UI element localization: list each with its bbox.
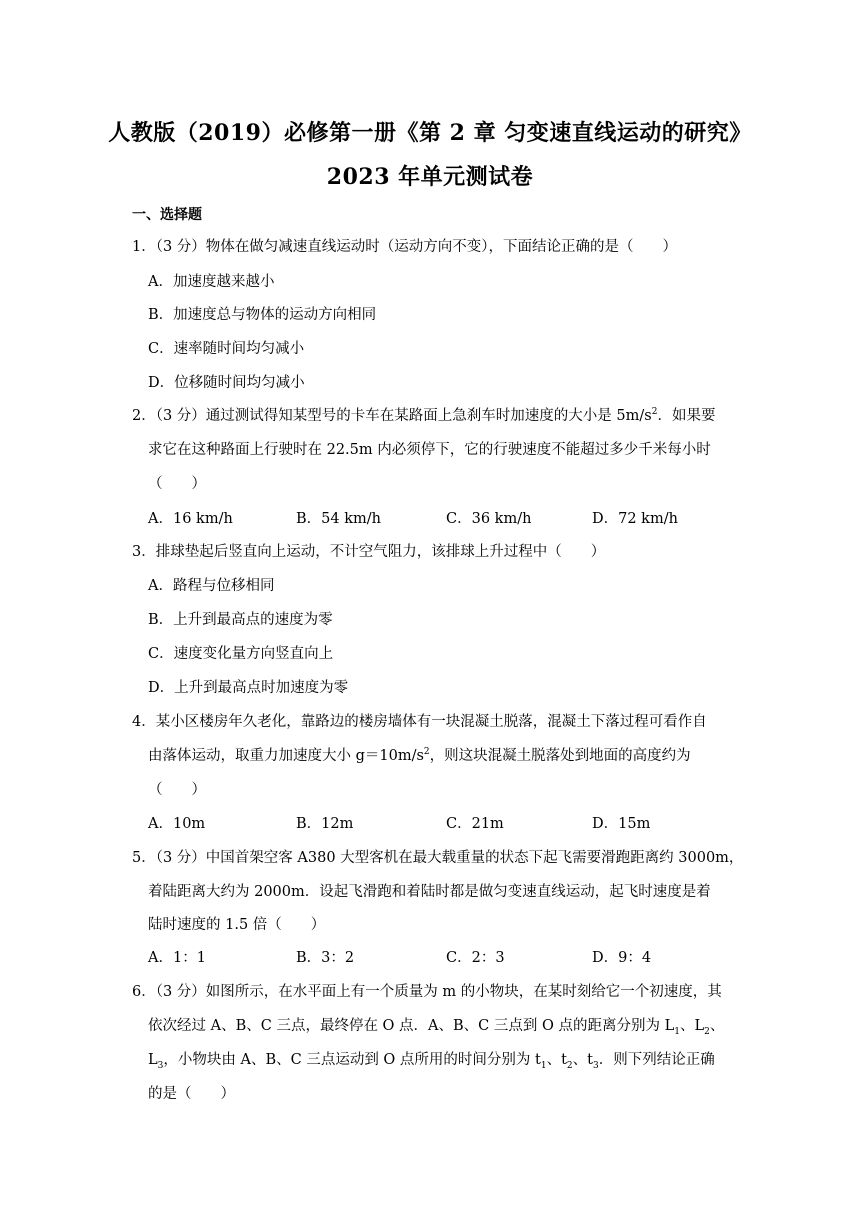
q2-option-a: A．16 km/h [148,511,233,527]
q6-l3-d: 、t [572,1052,593,1068]
q2-stem-line-2: 求它在这种路面上行驶时在 22.5m 内必须停下，它的行驶速度不能超过多少千米每小时 [148,442,711,458]
q1-option-b: B．加速度总与物体的运动方向相同 [148,307,377,323]
q1-option-c: C．速率随时间均匀减小 [148,341,305,357]
doc-title-line-1: 人教版（2019）必修第一册《第 2 章 匀变速直线运动的研究》 [108,120,752,146]
q5-stem-line-2: 着陆距离大约为 2000m．设起飞滑跑和着陆时都是做匀变速直线运动，起飞时速度是着 [148,884,711,900]
q2-option-c: C．36 km/h [446,511,532,527]
q4-stem-line-2 [148,744,691,765]
q1-option-a: A．加速度越来越小 [148,274,275,290]
q4-stem-b: ，则这块混凝土脱落处到地面的高度约为 [429,748,691,764]
q4-stem-line-3: （ ） [148,782,206,798]
q6-l3-t3: 3 [592,1060,599,1071]
q6-l3-t2: 2 [566,1060,573,1071]
q3-option-d: D．上升到最高点时加速度为零 [148,680,349,696]
q4-stem-a: 由落体运动，取重力加速度大小 g＝10m/s [148,748,424,764]
q2-stem-sup: 2 [651,407,658,418]
section-heading: 一、选择题 [132,207,202,223]
q2-option-d: D．72 km/h [592,511,678,527]
q6-l3-c: 、t [546,1052,567,1068]
q3-stem: 3．排球垫起后竖直向上运动，不计空气阻力，该排球上升过程中（ ） [132,544,606,560]
q5-stem-line-1: 5．（3 分）中国首架空客 A380 大型客机在最大载重量的状态下起飞需要滑跑距离约 3000m， [132,850,744,866]
q2-stem-a: 2．（3 分）通过测试得知某型号的卡车在某路面上急刹车时加速度的大小是 5m/s [132,408,652,424]
q2-stem-line-1 [132,404,715,425]
q6-l3-sub3: 3 [157,1060,164,1071]
q6-l2-end: 、 [709,1018,725,1034]
q3-option-c: C．速度变化量方向竖直向上 [148,646,334,662]
q4-stem-sup: 2 [423,747,430,758]
q2-stem-line-3: （ ） [148,476,206,492]
q6-stem-line-2 [148,1014,724,1035]
q6-l2-sub2: 2 [704,1026,710,1037]
q4-option-b: B．12m [296,816,354,832]
doc-title-line-2: 2023 年单元测试卷 [326,164,534,190]
q3-option-a: A．路程与位移相同 [148,578,275,594]
q1-option-d: D．位移随时间均匀减小 [148,375,305,391]
q6-l3-b: ，小物块由 A、B、C 三点运动到 O 点所用的时间分别为 t [163,1052,541,1068]
q2-stem-b: ．如果要 [657,408,716,424]
q6-l3-e: ．则下列结论正确 [598,1052,715,1068]
q5-option-d: D．9：4 [592,950,652,966]
q6-stem-line-1: 6．（3 分）如图所示，在水平面上有一个质量为 m 的小物块，在某时刻给它一个初速度，其 [132,984,722,1000]
q6-stem-line-4: 的是（ ） [148,1086,235,1102]
q5-stem-line-3: 陆时速度的 1.5 倍（ ） [148,917,326,933]
q3-option-b: B．上升到最高点的速度为零 [148,612,333,628]
q6-l3-t1: 1 [540,1060,547,1071]
q6-l3-a: L [148,1052,158,1068]
q5-option-a: A．1：1 [148,950,206,966]
q2-option-b: B．54 km/h [296,511,381,527]
q4-stem-line-1: 4．某小区楼房年久老化，靠路边的楼房墙体有一块混凝土脱落，混凝土下落过程可看作自 [132,714,707,730]
q1-stem: 1．（3 分）物体在做匀减速直线运动时（运动方向不变），下面结论正确的是（ ） [132,239,678,255]
q5-option-c: C．2：3 [446,950,505,966]
q6-l2-sub1: 1 [674,1026,680,1037]
q5-option-b: B．3：2 [296,950,355,966]
q6-l2-mid: 、L [679,1018,705,1034]
q4-option-d: D．15m [592,816,651,832]
q4-option-c: C．21m [446,816,504,832]
q4-option-a: A．10m [148,816,206,832]
q6-stem-line-3 [148,1048,715,1069]
q6-l2-text: 依次经过 A、B、C 三点，最终停在 O 点．A、B、C 三点到 O 点的距离分别为 L [148,1018,675,1034]
